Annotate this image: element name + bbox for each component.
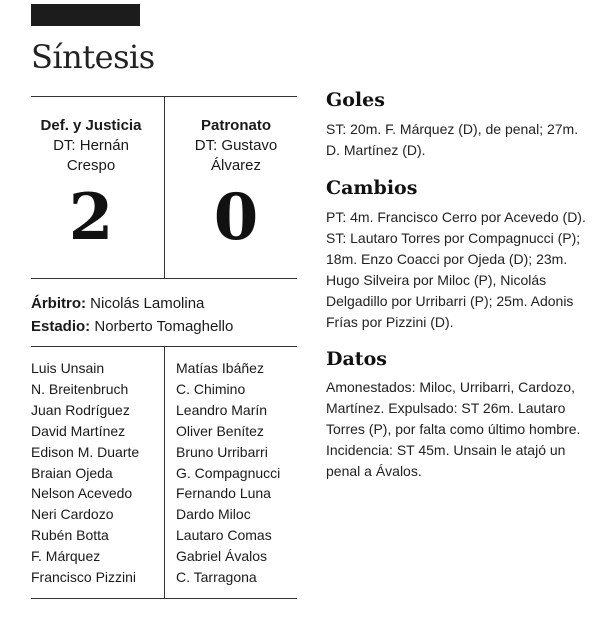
stadium-line	[31, 315, 233, 338]
away-team-name: Patronato	[200, 117, 271, 134]
stadium-label: Estadio:	[31, 318, 91, 335]
player-row: Luis Unsain	[31, 360, 105, 376]
player-row: Dardo Miloc	[176, 506, 251, 523]
referee-name: Nicolás Lamolina	[90, 295, 205, 312]
away-score: 0	[213, 180, 259, 255]
player-row: C. Chimino	[176, 380, 246, 397]
goles-text: ST: 20m. F. Márquez (D), de penal; 27m. D. Martínez (D).	[326, 121, 579, 158]
player-row: Juan Rodríguez	[31, 401, 130, 418]
page-title: Síntesis	[31, 38, 155, 76]
player-row: N. Breitenbruch	[31, 380, 129, 397]
player-row: Neri Cardozo	[31, 506, 114, 523]
player-row: Leandro Marín	[176, 401, 268, 418]
player-row: Oliver Benítez	[176, 422, 264, 439]
player-row: Rubén Botta	[31, 527, 109, 544]
divider-score-bottom	[31, 278, 297, 279]
home-team-coach: DT: Hernán Crespo	[53, 137, 129, 174]
cambios-heading: Cambios	[326, 177, 418, 199]
datos-text: Amonestados: Miloc, Urribarri, Cardozo, Martínez. Expulsado: ST 26m. Lautaro Torres (P), por falta como último hombre. Incidencia: ST 45m. Unsain le atajó un penal a Ávalos.	[326, 379, 581, 479]
player-row: Edison M. Duarte	[31, 443, 140, 460]
home-team	[29, 116, 153, 176]
divider-teams	[164, 96, 165, 278]
home-team-name: Def. y Justicia	[40, 117, 142, 134]
player-row: Fernando Luna	[176, 485, 271, 502]
player-row: F. Márquez	[31, 548, 101, 565]
player-row: C. Tarragona	[176, 569, 257, 586]
home-lineup	[31, 358, 139, 588]
goles-heading: Goles	[326, 89, 385, 111]
away-team	[174, 116, 298, 176]
home-score: 2	[68, 180, 114, 255]
player-row: Nelson Acevedo	[31, 485, 133, 502]
divider-lineups	[164, 346, 165, 598]
player-row: Francisco Pizzini	[31, 569, 137, 586]
header-bar	[31, 4, 140, 26]
player-row: Lautaro Comas	[176, 527, 272, 544]
stadium-name: Norberto Tomaghello	[94, 318, 234, 335]
referee-label: Árbitro:	[31, 295, 86, 312]
referee-line	[31, 292, 204, 315]
cambios-text: PT: 4m. Francisco Cerro por Acevedo (D). ST: Lautaro Torres por Compagnucci (P); 18m. Enzo Coacci por Ojeda (D); 23m. Hugo Silveira por Miloc (P), Nicolás Delgadillo por Urribarri (P); 25m. Adonis Frías por Pizzini (D).	[326, 209, 586, 330]
player-row: Gabriel Ávalos	[176, 548, 268, 565]
player-row: G. Compagnucci	[176, 464, 281, 481]
player-row: Braian Ojeda	[31, 464, 113, 481]
player-row: Bruno Urribarri	[176, 443, 268, 460]
divider-lineups-bottom	[31, 598, 297, 599]
datos-heading: Datos	[326, 348, 387, 370]
away-team-coach: DT: Gustavo Álvarez	[194, 137, 278, 174]
player-row: Matías Ibáñez	[176, 360, 264, 376]
away-lineup	[176, 358, 280, 588]
player-row: David Martínez	[31, 422, 126, 439]
